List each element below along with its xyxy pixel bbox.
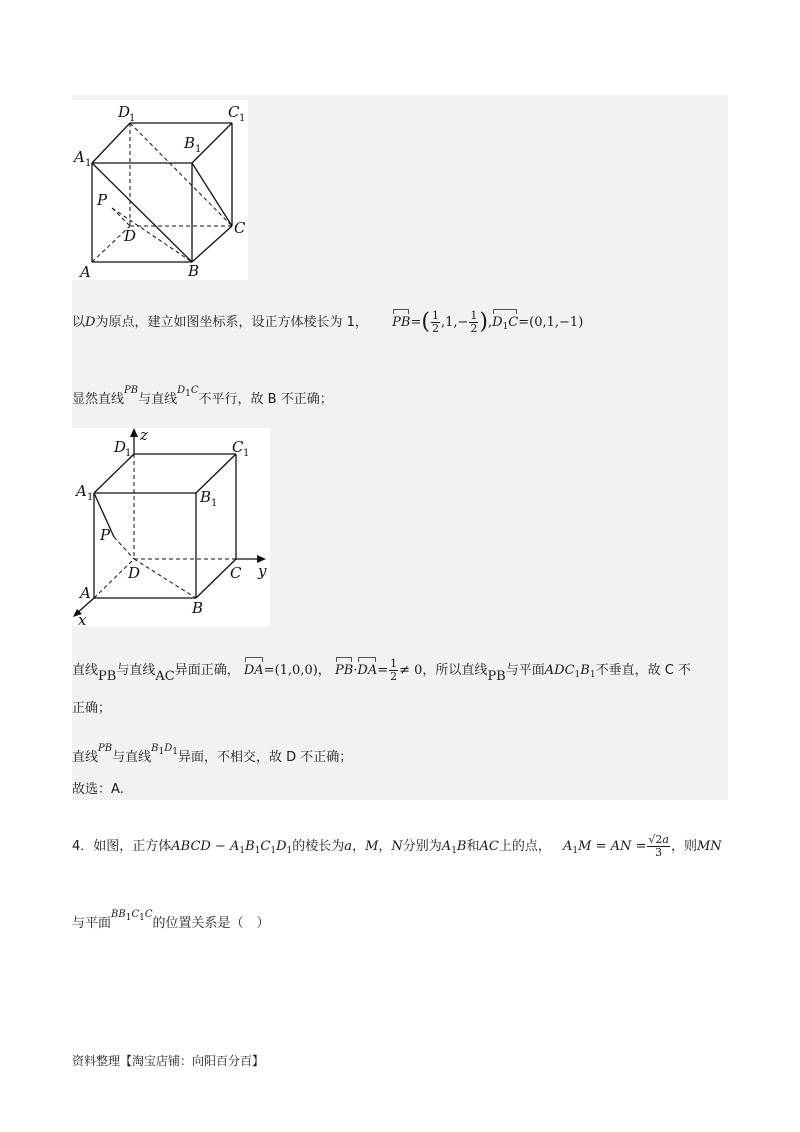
question-4-continued: 与平面$^{BB1C1C}$的位置关系是（ ） <box>72 909 270 931</box>
svg-text:1: 1 <box>239 113 246 124</box>
line-coordinate-setup: 以D为原点，建立如图坐标系，设正方体棱长为 1， PB=( $\frac{1}{2}$ ,1,− $\frac{1}{2}$ )$,D_1C=(0,1,-1)$ <box>72 309 584 335</box>
label-B1: B <box>184 134 196 152</box>
line-pb-not-parallel: 显然直线$^{PB}$与直线$^{D1C}$不平行，故 B 不正确； <box>72 385 333 407</box>
svg-text:1: 1 <box>129 113 136 124</box>
label-C: C <box>234 219 246 237</box>
label-B: B <box>192 599 204 617</box>
label-C: C <box>230 564 242 582</box>
label-P: P <box>100 526 111 544</box>
line-pb-b1d1-skew: 直线$^{PB}$与直线$^{B1D1}$异面，不相交，故 D 不正确； <box>72 743 353 765</box>
cube-figure-1 <box>72 100 248 280</box>
footer-source: 资料整理【淘宝店铺：向阳百分百】 <box>72 1054 265 1068</box>
label-B1: B <box>200 488 212 506</box>
label-y: y <box>258 562 267 580</box>
svg-text:1: 1 <box>211 498 218 509</box>
label-D: D <box>128 564 141 582</box>
svg-text:1: 1 <box>195 144 202 155</box>
label-D1: D <box>118 103 131 121</box>
svg-text:1: 1 <box>243 448 250 459</box>
label-A: A <box>80 584 91 602</box>
line-answer: 故选：A. <box>72 782 124 797</box>
label-A1: A <box>76 482 87 500</box>
cube-figure-2 <box>72 428 270 626</box>
svg-text:1: 1 <box>87 492 94 503</box>
label-A1: A <box>74 148 85 166</box>
label-D1: D <box>114 438 127 456</box>
question-4: 4．如图，正方体ABCD − $A_1B_1C_1D_1$的棱长为a，M，N分别为$A_1B$和AC上的点， $A_1M$ = AN = $\frac{√2a}{3}$ ，则MN <box>72 833 722 859</box>
line-skew-and-plane: 直线PB与直线AC异面正确， DA=(1,0,0)， PB·DA= $\frac{1}{2}$ ≠ 0，所以直线PB与平面$ADC_1B_1$不垂直，故 C 不 <box>72 657 691 684</box>
cube-diagram-2 <box>72 428 270 626</box>
label-C1: C <box>232 438 244 456</box>
label-D: D <box>124 227 137 245</box>
label-P: P <box>97 191 108 209</box>
svg-text:1: 1 <box>85 158 92 169</box>
label-C1: C <box>228 103 240 121</box>
label-B: B <box>188 262 200 280</box>
line-correct: 正确； <box>72 701 112 716</box>
svg-text:1: 1 <box>125 448 132 459</box>
label-A: A <box>80 263 91 280</box>
label-z: z <box>140 428 148 444</box>
cube-diagram-1 <box>72 100 248 280</box>
label-x: x <box>78 611 87 626</box>
